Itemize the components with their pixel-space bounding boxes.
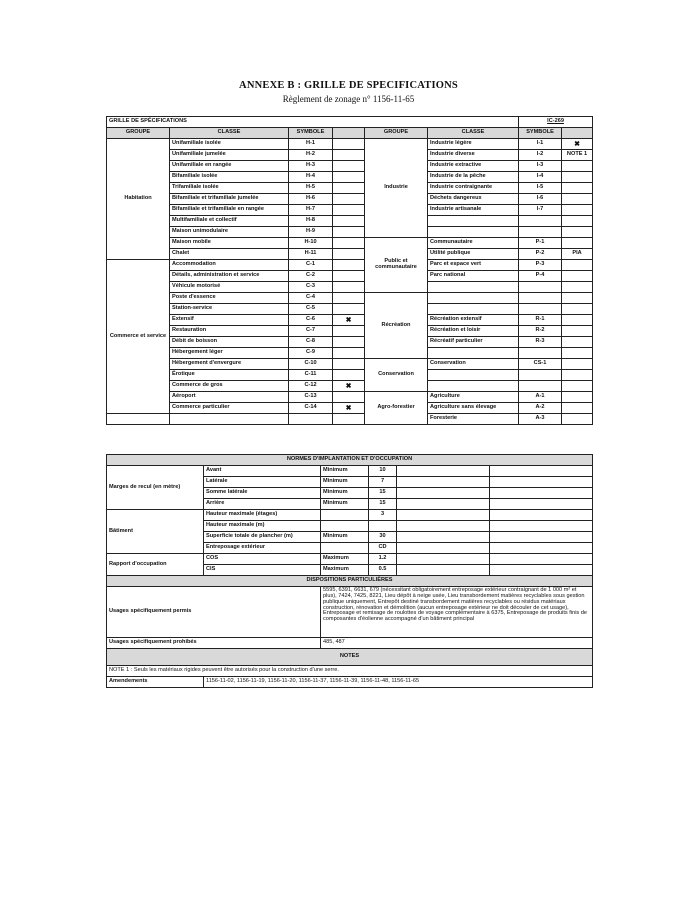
symbole-value: CS-1 [519,359,562,370]
empty-cell [397,488,490,499]
classe-label: Unifamiliale isolée [170,139,289,150]
symbole-value: H-7 [289,205,333,216]
classe-label: Bifamiliale isolée [170,172,289,183]
grid-row [107,260,593,271]
classe-label: Conservation [428,359,519,370]
classe-label: Industrie artisanale [428,205,519,216]
classe-label: Commerce particulier [170,403,289,414]
grid-row [107,282,593,293]
mark-cell [562,238,593,249]
mark-cell [562,183,593,194]
grid-row [107,271,593,282]
mark-cell [333,161,365,172]
classe-label: Véhicule motorisé [170,282,289,293]
mark-cell [333,304,365,315]
symbole-value: C-3 [289,282,333,293]
classe-label: Hébergement d'envergure [170,359,289,370]
empty-cell [397,532,490,543]
mark-cell [333,293,365,304]
empty-cell [428,304,519,315]
norme-label: Hauteur maximale (étages) [204,510,321,521]
column-header: SYMBOLE [519,128,562,139]
symbole-value: P-4 [519,271,562,282]
empty-cell [562,216,593,227]
empty-cell [397,554,490,565]
empty-cell [490,532,593,543]
symbole-value: H-4 [289,172,333,183]
symbole-value: A-3 [519,414,562,425]
classe-label: Industrie contraignante [428,183,519,194]
mark-cell [562,205,593,216]
grid-row [107,216,593,227]
empty-cell [397,477,490,488]
classe-label: Station-service [170,304,289,315]
classe-label: Détails, administration et service [170,271,289,282]
mark-cell [333,194,365,205]
mark-cell [333,183,365,194]
mark-cell [333,150,365,161]
grid-title-row [107,117,593,128]
symbole-value: I-3 [519,161,562,172]
symbole-value: I-5 [519,183,562,194]
norme-qualifier [321,521,369,532]
classe-label: Multifamiliale et collectif [170,216,289,227]
empty-cell [397,510,490,521]
empty-cell [562,370,593,381]
norme-row [107,510,593,521]
norme-value: 30 [369,532,397,543]
norme-qualifier: Minimum [321,477,369,488]
norme-value: 10 [369,466,397,477]
symbole-value: H-5 [289,183,333,194]
mark-cell [562,414,593,425]
permitted-mark: ✖ [333,381,365,392]
empty-cell [519,370,562,381]
prohibe-label: Usages spécifiquement prohibés [107,638,321,649]
grid-row [107,150,593,161]
empty-cell [519,348,562,359]
norme-value: 15 [369,499,397,510]
mark-cell [333,282,365,293]
grid-row [107,348,593,359]
group-conservation: Conservation [365,359,428,392]
empty-cell [397,521,490,532]
grid-row [107,205,593,216]
classe-label: Commerce de gros [170,381,289,392]
normes-table [106,454,593,688]
classe-label: Industrie diverse [428,150,519,161]
symbole-value: I-2 [519,150,562,161]
grid-row [107,227,593,238]
specification-grid [106,116,593,425]
empty-cell [428,370,519,381]
mark-cell [562,161,593,172]
norme-qualifier: Minimum [321,499,369,510]
symbole-value: C-4 [289,293,333,304]
classe-label: Parc national [428,271,519,282]
classe-label: Débit de boisson [170,337,289,348]
mark-cell [562,315,593,326]
norme-value: 0.5 [369,565,397,576]
group-public: Public et communautaire [365,238,428,293]
norme-value: 7 [369,477,397,488]
grid-row [107,359,593,370]
prohibe-row [107,638,593,649]
symbole-value: H-8 [289,216,333,227]
symbole-value: H-9 [289,227,333,238]
empty-cell [333,414,365,425]
empty-cell [107,414,170,425]
empty-cell [490,499,593,510]
mark-cell [562,359,593,370]
empty-cell [490,477,593,488]
symbole-value: C-7 [289,326,333,337]
group-recreation: Récréation [365,293,428,359]
amendements-text: 1156-11-02, 1156-11-19, 1156-11-20, 1156-11-37, 1156-11-39, 1156-11-48, 1156-11-65 [204,677,593,688]
dispositions-title-row [107,576,593,587]
mark-cell [562,194,593,205]
empty-cell [519,216,562,227]
notes-title-row [107,649,593,666]
norme-qualifier [321,510,369,521]
empty-cell [562,381,593,392]
permitted-mark: ✖ [333,403,365,414]
empty-cell [562,304,593,315]
grid-header-row [107,128,593,139]
grid-row [107,194,593,205]
column-header: GROUPE [107,128,170,139]
note1-row [107,666,593,677]
grid-row [107,392,593,403]
annex-subtitle: Règlement de zonage n° 1156-11-65 [282,94,415,104]
empty-cell [428,293,519,304]
mark-cell [333,260,365,271]
classe-label: Récréatif particulier [428,337,519,348]
marges-de-recul-group: Marges de recul (en mètre) [107,466,204,510]
grid-row [107,238,593,249]
mark-cell [333,205,365,216]
notes-title: NOTES [107,649,593,666]
symbole-value: C-13 [289,392,333,403]
batiment-group: Bâtiment [107,510,204,554]
mark-cell [562,337,593,348]
empty-cell [397,565,490,576]
classe-label: Déchets dangereux [428,194,519,205]
symbole-value: R-2 [519,326,562,337]
mark-cell [333,216,365,227]
grid-row [107,370,593,381]
annex-title: ANNEXE B : GRILLE DE SPECIFICATIONS [239,80,458,91]
empty-cell [397,466,490,477]
norme-row [107,466,593,477]
norme-value: CD [369,543,397,554]
classe-label: Hébergement léger [170,348,289,359]
symbole-value: H-6 [289,194,333,205]
classe-label: Agriculture sans élevage [428,403,519,414]
prohibe-text: 485, 487 [321,638,593,649]
grid-row [107,326,593,337]
grid-row [107,293,593,304]
norme-label: CIS [204,565,321,576]
classe-label: Extensif [170,315,289,326]
symbole-value: P-1 [519,238,562,249]
empty-cell [490,554,593,565]
column-header: SYMBOLE [289,128,333,139]
empty-cell [519,304,562,315]
empty-cell [562,227,593,238]
mark-cell [562,172,593,183]
normes-title: NORMES D'IMPLANTATION ET D'OCCUPATION [107,455,593,466]
classe-label: Trifamiliale isolée [170,183,289,194]
grid-row [107,183,593,194]
grid-row [107,315,593,326]
symbole-value: I-7 [519,205,562,216]
group-commerce: Commerce et service [107,260,170,414]
grid-row [107,249,593,260]
symbole-value: C-1 [289,260,333,271]
symbole-value: R-3 [519,337,562,348]
norme-qualifier: Maximum [321,565,369,576]
empty-cell [397,499,490,510]
classe-label: Bifamiliale et trifamiliale jumelée [170,194,289,205]
norme-label: Superficie totale de plancher (m) [204,532,321,543]
symbole-value: C-12 [289,381,333,392]
norme-label: Avant [204,466,321,477]
grid-row [107,304,593,315]
classe-label: Parc et espace vert [428,260,519,271]
norme-value: 15 [369,488,397,499]
symbole-value: C-6 [289,315,333,326]
permitted-mark: PIA [562,249,593,260]
mark-cell [333,359,365,370]
mark-cell [333,348,365,359]
empty-cell [428,348,519,359]
empty-cell [289,414,333,425]
group-industrie: Industrie [365,139,428,238]
symbole-value: C-14 [289,403,333,414]
classe-label: Maison mobile [170,238,289,249]
norme-value: 3 [369,510,397,521]
classe-label: Agriculture [428,392,519,403]
classe-label: Maison unimodulaire [170,227,289,238]
mark-cell [333,139,365,150]
classe-label: Récréation et loisir [428,326,519,337]
grid-row [107,139,593,150]
norme-qualifier [321,543,369,554]
norme-qualifier: Minimum [321,466,369,477]
empty-cell [490,488,593,499]
mark-cell [562,326,593,337]
symbole-value: A-2 [519,403,562,414]
empty-cell [519,381,562,392]
mark-cell [333,326,365,337]
mark-cell [333,172,365,183]
norme-label: Somme latérale [204,488,321,499]
column-header: CLASSE [428,128,519,139]
mark-cell [333,392,365,403]
classe-label: Poste d'essence [170,293,289,304]
permis-label: Usages spécifiquement permis [107,587,321,638]
symbole-value: A-1 [519,392,562,403]
classe-label: Récréation extensif [428,315,519,326]
classe-label: Communautaire [428,238,519,249]
classe-label: Foresterie [428,414,519,425]
norme-value [369,521,397,532]
column-header: GROUPE [365,128,428,139]
column-header: CLASSE [170,128,289,139]
symbole-value: C-9 [289,348,333,359]
classe-label: Unifamiliale en rangée [170,161,289,172]
empty-cell [428,216,519,227]
normes-title-row [107,455,593,466]
symbole-value: C-10 [289,359,333,370]
permitted-mark: ✖ [562,139,593,150]
symbole-value: H-11 [289,249,333,260]
classe-label: Industrie légère [428,139,519,150]
classe-label: Industrie extractive [428,161,519,172]
classe-label: Industrie de la pêche [428,172,519,183]
grid-row [107,161,593,172]
norme-label: Arrière [204,499,321,510]
permitted-mark: ✖ [333,315,365,326]
norme-qualifier: Maximum [321,554,369,565]
norme-row [107,554,593,565]
permis-text: 5595, 6391, 6631, 679 (nécessitant obligatoirement entreposage extérieur contraignant de 1 000 m² et plus), 7424, 7425, 8221, Lieu dépôt à neige usée, Lieu transbordement matières recyclables sous gestion publique uniquement, Entrepôt destiné transbordement matières recyclables ou résidus matériaux construction, rénovation et démolition (aucun entreposage extérieur ne doit découler de cet usage), Entreposage et remisage de roulottes de voyage complémentaire à 6375, Entreposage de produits finis de composantes d'éolienne accompagné d'un bâtiment principal [321,587,593,638]
empty-cell [397,543,490,554]
mark-cell [333,271,365,282]
grid-row [107,403,593,414]
empty-cell [490,510,593,521]
mark-cell [333,227,365,238]
symbole-value: H-10 [289,238,333,249]
classe-label: Unifamiliale jumelée [170,150,289,161]
norme-label: Hauteur maximale (m) [204,521,321,532]
note-1: NOTE 1 : Seuls les matériaux rigides peuvent être autorisés pour la construction d'une serre. [107,666,593,677]
norme-qualifier: Minimum [321,488,369,499]
classe-label: Accommodation [170,260,289,271]
symbole-value: C-5 [289,304,333,315]
norme-label: Latérale [204,477,321,488]
empty-cell [519,282,562,293]
amendements-label: Amendements [107,677,204,688]
classe-label: Chalet [170,249,289,260]
classe-label: Érotique [170,370,289,381]
empty-cell [519,227,562,238]
symbole-value: I-4 [519,172,562,183]
norme-value: 1.2 [369,554,397,565]
empty-cell [562,293,593,304]
empty-cell [490,565,593,576]
column-header-empty [562,128,593,139]
empty-cell [428,227,519,238]
empty-cell [562,282,593,293]
mark-cell [562,403,593,414]
permis-row [107,587,593,638]
symbole-value: C-11 [289,370,333,381]
empty-cell [170,414,289,425]
norme-label: Entreposage extérieur [204,543,321,554]
symbole-value: R-1 [519,315,562,326]
symbole-value: C-2 [289,271,333,282]
classe-label: Aéroport [170,392,289,403]
amendements-row [107,677,593,688]
group-habitation: Habitation [107,139,170,260]
symbole-value: P-3 [519,260,562,271]
zone-code: IC-269 [519,117,593,128]
grid-row [107,337,593,348]
group-agro: Agro-forestier [365,392,428,425]
mark-cell [562,260,593,271]
symbole-value: H-1 [289,139,333,150]
symbole-value: P-2 [519,249,562,260]
classe-label: Bifamiliale et trifamiliale en rangée [170,205,289,216]
symbole-value: H-3 [289,161,333,172]
empty-cell [519,293,562,304]
empty-cell [490,466,593,477]
norme-label: COS [204,554,321,565]
symbole-value: H-2 [289,150,333,161]
empty-cell [428,381,519,392]
empty-cell [428,282,519,293]
rapport-occupation-group: Rapport d'occupation [107,554,204,576]
mark-cell [333,370,365,381]
dispositions-title: DISPOSITIONS PARTICULIÈRES [107,576,593,587]
classe-label: Utilité publique [428,249,519,260]
permitted-mark: NOTE 1 [562,150,593,161]
mark-cell [333,337,365,348]
empty-cell [490,543,593,554]
mark-cell [333,238,365,249]
column-header-empty [333,128,365,139]
grid-row [107,381,593,392]
grid-title: GRILLE DE SPÉCIFICATIONS [107,117,519,128]
symbole-value: I-6 [519,194,562,205]
grid-row [107,414,593,425]
symbole-value: I-1 [519,139,562,150]
grid-row [107,172,593,183]
classe-label: Restauration [170,326,289,337]
symbole-value: C-8 [289,337,333,348]
mark-cell [333,249,365,260]
empty-cell [490,521,593,532]
norme-qualifier: Minimum [321,532,369,543]
mark-cell [562,392,593,403]
mark-cell [562,271,593,282]
empty-cell [562,348,593,359]
